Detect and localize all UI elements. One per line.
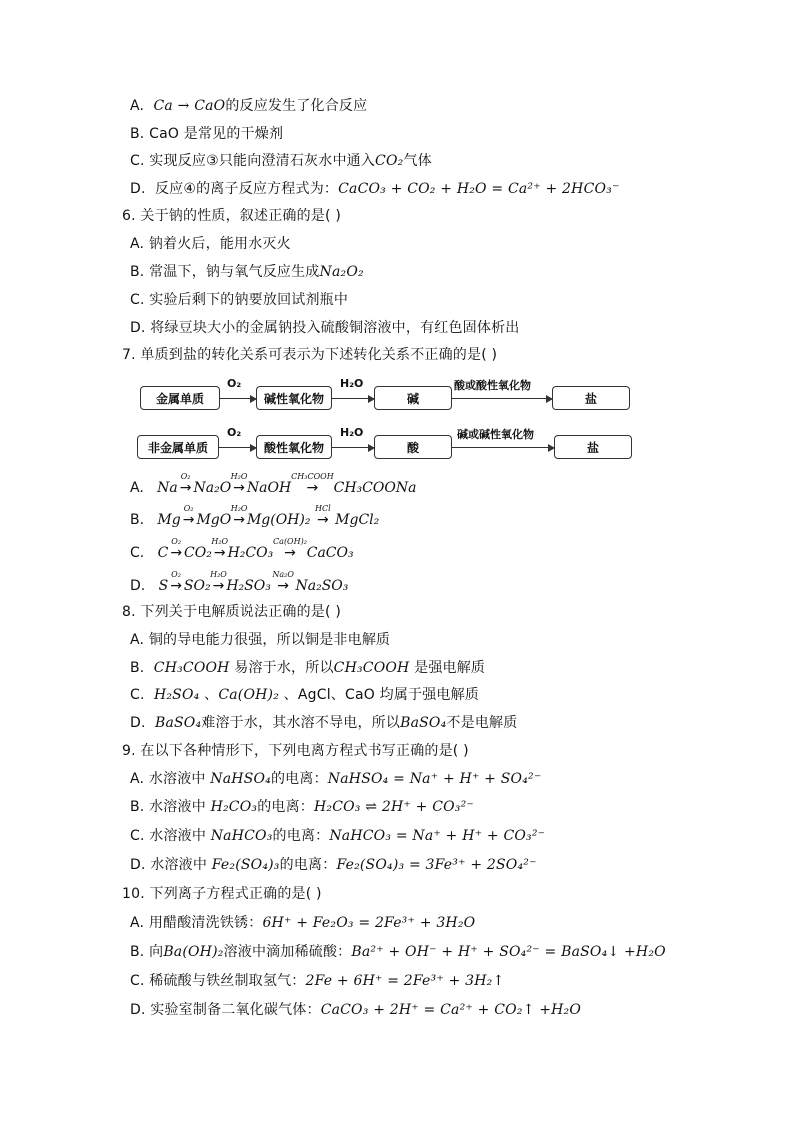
reaction-arrow: → H₂O <box>230 504 248 528</box>
reaction-arrow: → CH₃COOH <box>291 472 334 496</box>
arrow-r1-1 <box>220 398 256 399</box>
q7-stem: 7. 单质到盐的转化关系可表示为下述转化关系不正确的是( ) <box>122 347 498 363</box>
reaction-arrow: → Ca(OH)₂ <box>273 537 307 561</box>
q5-option-b: B. CaO 是常见的干燥剂 <box>130 126 284 142</box>
node-basic-oxide: 碱性氧化物 <box>256 386 332 410</box>
q8-option-c: C. H₂SO₄ 、Ca(OH)₂ 、AgCl、CaO 均属于强电解质 <box>130 687 480 703</box>
reaction-arrow: → O₂ <box>182 504 195 528</box>
arrow-r1-3 <box>452 398 552 399</box>
q10-option-d: D. 实验室制备二氧化碳气体：CaCO₃ + 2H⁺ = Ca²⁺ + CO₂↑ +H₂O <box>130 1002 582 1018</box>
q6-option-a: A. 钠着火后，能用水灭火 <box>130 236 291 252</box>
node-base: 碱 <box>374 386 452 410</box>
arrow-r2-1 <box>219 447 256 448</box>
q7-option-d: D. S → O₂ SO₂ → H₂O H₂SO₃ → Na₂O Na₂SO₃ <box>130 570 349 594</box>
reaction-arrow: → O₂ <box>170 570 182 594</box>
label-r2-2: H₂O <box>340 426 364 439</box>
reaction-arrow: → Na₂O <box>272 570 294 594</box>
q10-stem: 10. 下列离子方程式正确的是( ) <box>122 886 322 902</box>
reaction-arrow: → H₂O <box>230 472 248 496</box>
reaction-arrow: → HCl <box>312 504 334 528</box>
q10-option-c: C. 稀硫酸与铁丝制取氢气：2Fe + 6H⁺ = 2Fe³⁺ + 3H₂↑ <box>130 973 505 989</box>
arrow-r1-2 <box>332 398 374 399</box>
node-acidic-oxide: 酸性氧化物 <box>256 435 332 459</box>
reaction-arrow: → H₂O <box>211 537 229 561</box>
node-salt-1: 盐 <box>552 386 630 410</box>
label-r1-2: H₂O <box>340 377 364 390</box>
node-salt-2: 盐 <box>554 435 632 459</box>
q5-d-equation: CaCO₃ + CO₂ + H₂O = Ca²⁺ + 2HCO₃⁻ <box>338 181 620 197</box>
q6-stem: 6. 关于钠的性质，叙述正确的是( ) <box>122 208 341 224</box>
q7-option-c: C. C → O₂ CO₂ → H₂O H₂CO₃ → Ca(OH)₂ CaCO₃ <box>130 537 354 561</box>
label-r2-1: O₂ <box>227 426 242 439</box>
q5-a-equation: Ca → CaO <box>153 98 226 114</box>
q9-option-a: A. 水溶液中 NaHSO₄的电离：NaHSO₄ = Na⁺ + H⁺ + SO₄²⁻ <box>130 771 542 787</box>
q8-option-d: D. BaSO₄难溶于水，其水溶不导电，所以BaSO₄不是电解质 <box>130 715 518 731</box>
arrow-r2-3 <box>452 447 554 448</box>
node-metal: 金属单质 <box>140 386 220 410</box>
q10-option-b: B. 向Ba(OH)₂溶液中滴加稀硫酸：Ba²⁺ + OH⁻ + H⁺ + SO₄²⁻ = BaSO₄↓ +H₂O <box>130 944 666 960</box>
q7-option-b: B. Mg → O₂ MgO → H₂O Mg(OH)₂ → HCl MgCl₂ <box>130 504 380 528</box>
label-r2-3: 碱或碱性氧化物 <box>457 428 534 441</box>
node-nonmetal: 非金属单质 <box>137 435 219 459</box>
node-acid: 酸 <box>374 435 452 459</box>
q6-option-b: B. 常温下，钠与氧气反应生成Na₂O₂ <box>130 264 364 280</box>
q5-option-d: D. 反应④的离子反应方程式为：CaCO₃ + CO₂ + H₂O = Ca²⁺ + 2HCO₃⁻ <box>130 181 620 197</box>
q9-option-d: D. 水溶液中 Fe₂(SO₄)₃的电离：Fe₂(SO₄)₃ = 3Fe³⁺ + 2SO₄²⁻ <box>130 857 537 873</box>
q9-stem: 9. 在以下各种情形下，下列电离方程式书写正确的是( ) <box>122 743 469 759</box>
q8-option-a: A. 铜的导电能力很强，所以铜是非电解质 <box>130 632 391 648</box>
q7-option-a: A. Na → O₂ Na₂O → H₂O NaOH → CH₃COOH CH₃COONa <box>130 472 417 496</box>
q8-stem: 8. 下列关于电解质说法正确的是( ) <box>122 604 341 620</box>
q5-option-a: A. Ca → CaO的反应发生了化合反应 <box>130 98 368 114</box>
label-r1-1: O₂ <box>227 377 242 390</box>
reaction-arrow: → O₂ <box>179 472 192 496</box>
q9-option-c: C. 水溶液中 NaHCO₃的电离：NaHCO₃ = Na⁺ + H⁺ + CO₃²⁻ <box>130 828 546 844</box>
label-r1-3: 酸或酸性氧化物 <box>454 379 531 392</box>
q10-option-a: A. 用醋酸清洗铁锈：6H⁺ + Fe₂O₃ = 2Fe³⁺ + 3H₂O <box>130 915 476 931</box>
q6-option-c: C. 实验后剩下的钠要放回试剂瓶中 <box>130 292 349 308</box>
conversion-diagram <box>134 374 634 464</box>
q5-option-c: C. 实现反应③只能向澄清石灰水中通入CO₂气体 <box>130 153 432 169</box>
arrow-r2-2 <box>332 447 374 448</box>
reaction-arrow: → H₂O <box>210 570 227 594</box>
reaction-arrow: → O₂ <box>170 537 183 561</box>
q6-option-d: D. 将绿豆块大小的金属钠投入硫酸铜溶液中，有红色固体析出 <box>130 320 520 336</box>
q9-option-b: B. 水溶液中 H₂CO₃的电离：H₂CO₃ ⇌ 2H⁺ + CO₃²⁻ <box>130 799 474 815</box>
q8-option-b: B. CH₃COOH 易溶于水，所以CH₃COOH 是强电解质 <box>130 660 486 676</box>
